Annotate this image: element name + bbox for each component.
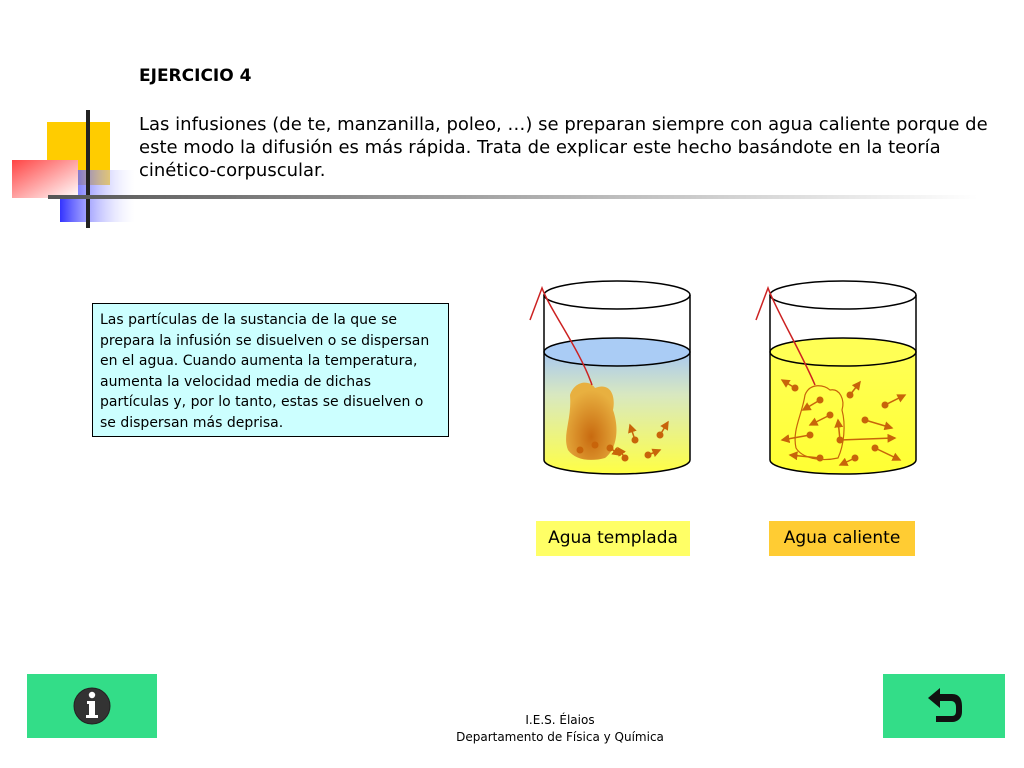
vertical-line bbox=[86, 110, 90, 228]
info-button[interactable] bbox=[27, 674, 157, 738]
beakers-illustration bbox=[520, 270, 940, 490]
red-square bbox=[12, 160, 78, 198]
label-hot-water: Agua caliente bbox=[769, 521, 915, 556]
label-warm-water: Agua templada bbox=[536, 521, 690, 556]
slide-title: EJERCICIO 4 bbox=[139, 66, 252, 86]
return-arrow-icon bbox=[922, 686, 966, 726]
beaker-hot bbox=[756, 281, 916, 474]
beaker-warm bbox=[530, 281, 690, 474]
info-icon bbox=[72, 682, 112, 730]
exercise-statement: Las infusiones (de te, manzanilla, poleo, …) se preparan siempre con agua caliente porque de este modo la difusión es más rápida. Trata de explicar este hecho basándote en la teoría cinético-corpuscular. bbox=[139, 114, 988, 181]
footer-school: I.E.S. Élaios bbox=[525, 713, 595, 727]
explanation-box: Las partículas de la sustancia de la que se prepara la infusión se disuelven o se dispersan en el agua. Cuando aumenta la temperatura, aumenta la velocidad media de dichas partículas y, por lo tanto, estas se disuelven o se dispersan más deprisa. bbox=[92, 303, 449, 437]
horizontal-line bbox=[48, 195, 978, 199]
footer-department: Departamento de Física y Química bbox=[456, 730, 664, 744]
return-button[interactable] bbox=[883, 674, 1005, 738]
footer bbox=[440, 712, 680, 746]
